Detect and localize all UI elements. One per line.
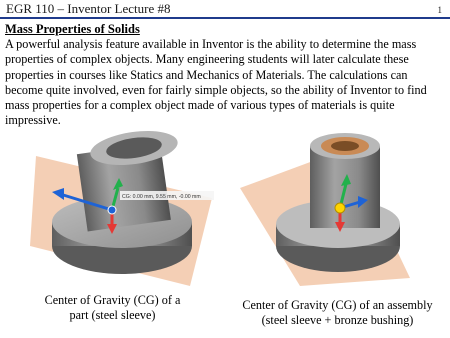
- figure-assembly-sleeve-bushing: [230, 128, 440, 288]
- caption-part: [25, 293, 200, 323]
- caption-assembly: [230, 298, 445, 328]
- assembly-illustration: [230, 128, 440, 288]
- header-rule: [0, 17, 450, 19]
- header: [0, 0, 450, 16]
- part-illustration: [30, 128, 220, 288]
- cg-marker: [108, 206, 116, 214]
- section-body: A powerful analysis feature available in Inventor is the ability to determine the mass properties of complex objects. Many engineering students will later calculate these properties in courses like Statics and Mechanics of Materials. The calculations can become quite involved, even for fairly simple objects, so the ability of Inventor to find mass properties for a complex object made of various types of materials is quite impressive.: [5, 37, 427, 128]
- bushing-bore: [331, 141, 359, 151]
- caption-part-line1: Center of Gravity (CG) of a: [44, 293, 181, 307]
- cg-readout: CG: 0.00 mm, 9.55 mm, -0.00 mm: [122, 194, 201, 200]
- page-number: 1: [437, 5, 442, 15]
- caption-assembly-line1: Center of Gravity (CG) of an assembly: [242, 298, 433, 312]
- figure-part-steel-sleeve: [30, 128, 220, 288]
- section-title: Mass Properties of Solids: [5, 22, 140, 36]
- caption-part-line2: part (steel sleeve): [69, 308, 156, 322]
- main-content: [5, 22, 445, 129]
- cg-marker: [335, 203, 345, 213]
- lecture-title: EGR 110 – Inventor Lecture #8: [6, 1, 171, 16]
- caption-assembly-line2: (steel sleeve + bronze bushing): [261, 313, 414, 327]
